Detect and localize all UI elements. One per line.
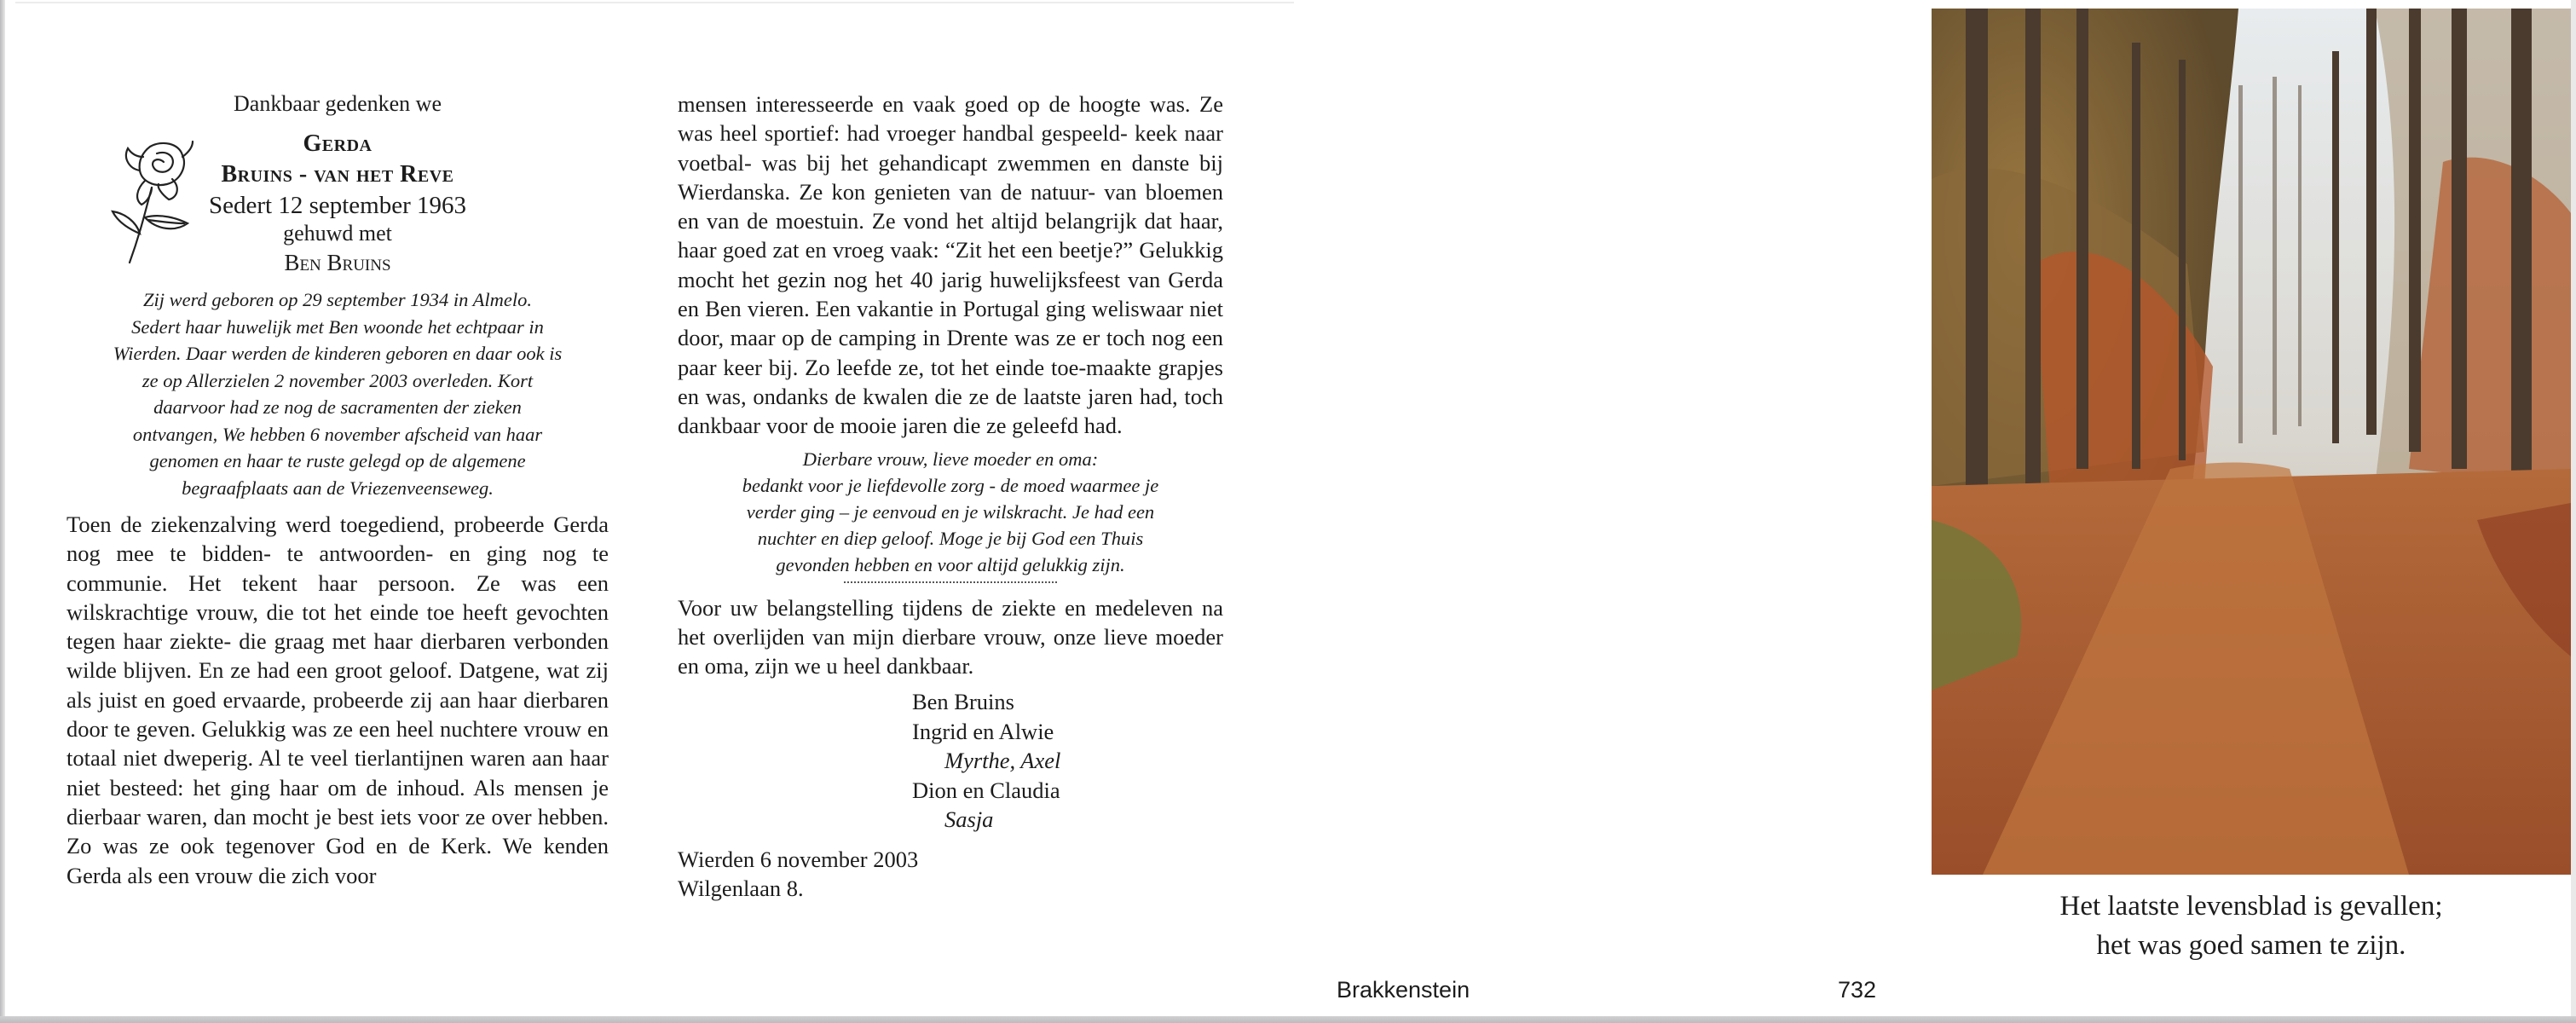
left-column (66, 90, 609, 890)
publisher-name: Brakkenstein (1337, 977, 1470, 1003)
body-paragraph-left: Toen de ziekenzalving werd toegediend, probeerde Gerda nog mee te bidden- te antwoorden- en ging nog te communie. Het tekent haar persoon. Ze was een wilskrachtige vrouw, die tot het einde toe heeft gevochten tegen haar ziekte- die graag met haar dierbaren verbonden wilde blijven. En ze had een groot geloof. Datgene, wat zij als juist en goed ervaarde, probeerde zij aan haar dierbaren door te geven. Gelukkig was ze een heel nuchtere vrouw en totaal niet dweperig. Al te veel tierlantijnen waren aan haar niet besteed: het ging haar om de inhoud. Als mensen je dierbaar waren, dan mocht je best iets voor ze over hebben. Zo was ze ook tegenover God en de Kerk. We kenden Gerda als een vrouw die zich voor (66, 512, 609, 888)
poem-line: verder ging – je eenvoud en je wilskracht. Je had een (746, 500, 1155, 523)
body-paragraph-middle: mensen interesseerde en vaak goed op de hoogte was. Ze was heel sportief: had vroeger handbal gespeeld- keek naar voetbal- was bij het gehandicapt zwemmen en danste bij Wierdanska. Ze kon genieten van de natuur- van bloemen en van de moestuin. Ze vond het altijd belangrijk dat haar, haar goed zat en vroeg vaak: “Zit het een beetje?” Gelukkig mocht het gezin nog het 40 jarig huwelijksfeest van Gerda en Ben vieren. Een vakantie in Portugal ging weliswaar niet door, maar op de camping in Drente was ze er toch nog een paar keer bij. Zo leefde ze, tot het einde toe-maakte grapjes en was, ondanks de kwalen die ze de laatste jaren had, toch dankbaar voor de mooie jaren die ze geleefd had. (678, 91, 1223, 439)
signer: Dion en Claudia (912, 777, 1060, 803)
signer: Sasja (944, 806, 994, 833)
caption-line: Het laatste levensblad is gevallen; (2059, 891, 2443, 922)
signer: Myrthe, Axel (944, 748, 1061, 774)
bio-line: Zij werd geboren op 29 september 1934 in Almelo. (143, 289, 532, 310)
place-and-date: Wierden 6 november 2003 (678, 846, 919, 872)
poem-line: gevonden hebben en voor altijd gelukkig zijn. (776, 553, 1125, 575)
bio-line: ontvangen, We hebben 6 november afscheid van haar (132, 423, 543, 445)
poem-line: bedankt voor je liefdevolle zorg - de moed waarmee je (742, 474, 1159, 496)
poem-line: Dierbare vrouw, lieve moeder en oma: (802, 448, 1099, 470)
poem (681, 446, 1220, 578)
photo-caption (1932, 887, 2571, 965)
poem-line: nuchter en diep geloof. Moge je bij God een Thuis (757, 527, 1144, 549)
biography (84, 286, 592, 501)
thanks-paragraph: Voor uw belangstelling tijdens de ziekte en medeleven na het overlijden van mijn dierbare vrouw, onze lieve moeder en oma, zijn we u heel dankbaar. (678, 594, 1223, 679)
place-date (678, 845, 1223, 903)
autumn-forest-photo (1932, 9, 2571, 875)
bio-line: Sedert haar huwelijk met Ben woonde het echtpaar in (131, 315, 544, 338)
heading: Dankbaar gedenken we (234, 91, 442, 116)
address: Wilgenlaan 8. (678, 875, 804, 901)
bio-line: daarvoor had ze nog de sacramenten der zieken (153, 396, 522, 418)
wedding-date: Sedert 12 september 1963 (208, 192, 466, 219)
signer: Ingrid en Alwie (912, 718, 1054, 744)
signer: Ben Bruins (912, 689, 1014, 715)
card-number: 732 (1838, 977, 1877, 1003)
signers (912, 687, 1223, 835)
family-name: Bruins - van het Reve (221, 161, 454, 188)
bio-line: begraafplaats aan de Vriezenveenseweg. (182, 477, 494, 499)
caption-line: het was goed samen te zijn. (2096, 930, 2406, 961)
dotted-divider (844, 581, 1057, 583)
bio-line: Wierden. Daar werden de kinderen geboren en daar ook is (113, 343, 563, 364)
married-to: gehuwd met (283, 221, 392, 246)
middle-column (678, 90, 1223, 903)
fold-line (15, 2, 1294, 3)
bio-line: genomen en haar te ruste gelegd op de algemene (149, 450, 526, 471)
first-name: Gerda (303, 130, 373, 157)
bottom-edge-shadow (0, 1016, 2576, 1023)
spouse-name: Ben Bruins (284, 250, 391, 275)
bio-line: ze op Allerzielen 2 november 2003 overleden. Kort (142, 369, 534, 391)
